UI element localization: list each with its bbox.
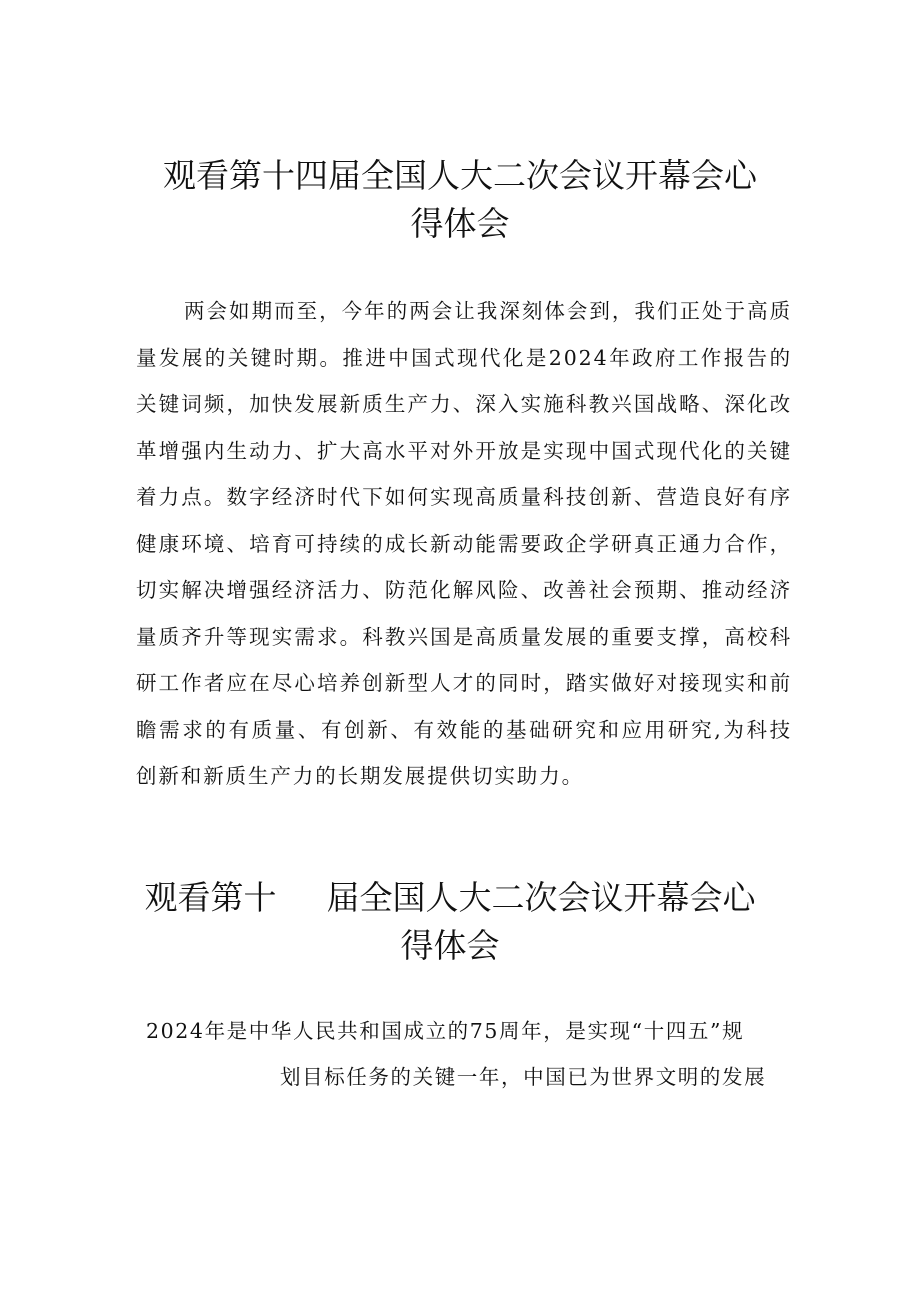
article-title-line-1: 观看第十四届全国人大二次会议开幕会心 [163, 156, 757, 195]
second-article-text-line-1: 2024年是中华人民共和国成立的75周年，是实现“十四五”规 [146, 1019, 745, 1043]
article-title-line-2: 得体会 [410, 204, 510, 243]
second-article-title-part-2: 届全国人大二次会议开幕会心 [326, 878, 756, 917]
second-article-title-line-2: 得体会 [400, 926, 500, 965]
second-article-title-line-1 [0, 874, 910, 922]
article-title [0, 152, 920, 248]
second-article-title-part-1: 观看第十 [144, 878, 277, 917]
article-paragraph: 两会如期而至，今年的两会让我深刻体会到，我们正处于高质量发展的关键时期。推进中国式现代化是2024年政府工作报告的关键词频，加快发展新质生产力、深入实施科教兴国战略、深化改革增强内生动力、扩大高水平对外开放是实现中国式现代化的关键着力点。数字经济时代下如何实现高质量科技创新、营造良好有序健康环境、培育可持续的成长新动能需要政企学研真正通力合作，切实解决增强经济活力、防范化解风险、改善社会预期、推动经济量质齐升等现实需求。科教兴国是高质量发展的重要支撑，高校科研工作者应在尽心培养创新型人才的同时，踏实做好对接现实和前瞻需求的有质量、有创新、有效能的基础研究和应用研究,为科技创新和新质生产力的长期发展提供切实助力。 [136, 299, 792, 788]
second-article-text-line-2: 划目标任务的关键一年，中国已为世界文明的发展 [280, 1065, 767, 1089]
second-article-title [0, 874, 910, 970]
